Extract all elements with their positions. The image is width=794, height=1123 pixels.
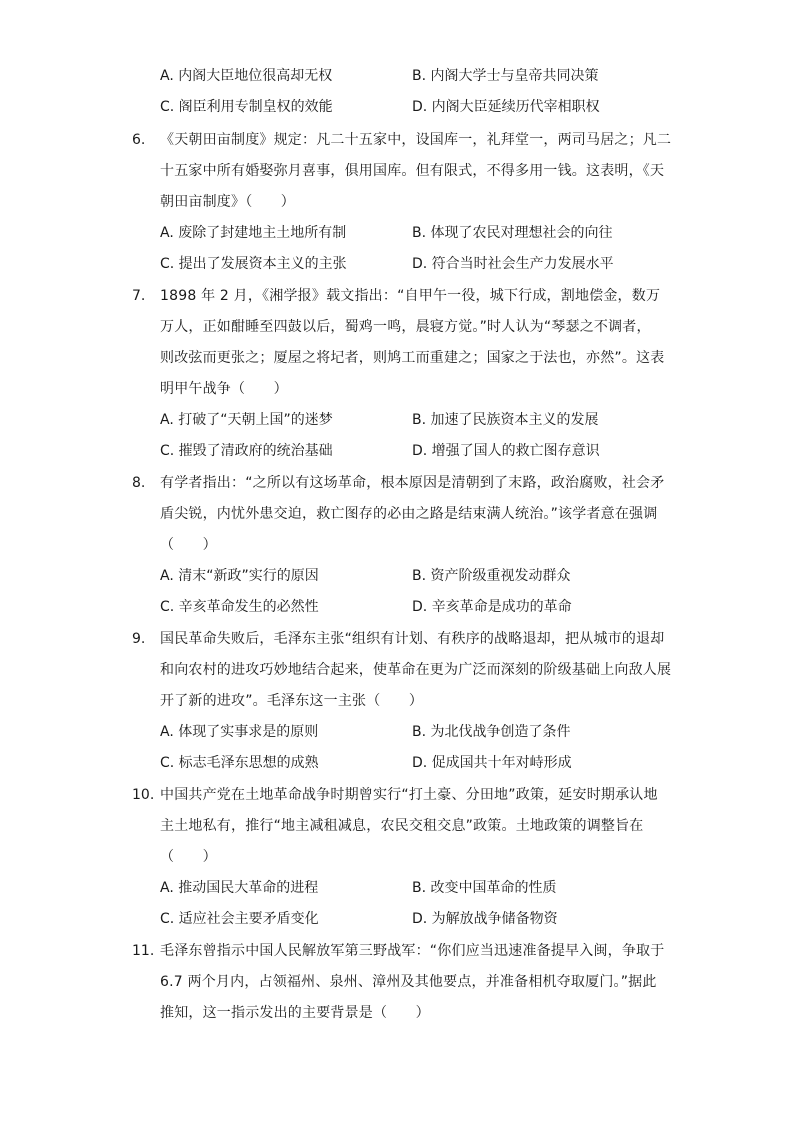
q10-number: 10. (132, 787, 155, 803)
q11-stem-line-3: 推知，这一指示发出的主要背景是（ ） (160, 1005, 430, 1021)
q10-option-a[interactable]: A. 推动国民大革命的进程 (160, 880, 319, 896)
q7-option-c[interactable]: C. 摧毁了清政府的统治基础 (160, 443, 333, 459)
q8-stem-line-2: 盾尖锐，内忧外患交迫，救亡图存的必由之路是结束满人统治。”该学者意在强调 (160, 506, 658, 522)
q10-options-row-2 (160, 905, 680, 933)
q7-option-b[interactable]: B. 加速了民族资本主义的发展 (412, 412, 599, 428)
q8-options-row-2 (160, 593, 680, 621)
q8-option-a[interactable]: A. 清末“新政”实行的原因 (160, 568, 319, 584)
q7-stem-line-3: 则改弦而更张之；厦屋之将圮者，则鸠工而重建之；国家之于法也，亦然”。这表 (160, 350, 665, 366)
q6-option-c[interactable]: C. 提出了发展资本主义的主张 (160, 256, 347, 272)
q8-options-row-1 (160, 562, 680, 590)
q10-options-row-1 (160, 874, 680, 902)
q9-stem-line-3: 开了新的进攻”。毛泽东这一主张（ ） (160, 693, 424, 709)
q7-option-a[interactable]: A. 打破了“天朝上国”的迷梦 (160, 412, 333, 428)
q8-option-c[interactable]: C. 辛亥革命发生的必然性 (160, 599, 319, 615)
q9-number: 9. (132, 631, 146, 647)
q6-options-row-1 (160, 219, 680, 247)
q8-stem-line-3: （ ） (160, 537, 217, 553)
q5-options-row-2 (160, 93, 680, 121)
q7-number: 7. (132, 288, 146, 304)
q8-option-b[interactable]: B. 资产阶级重视发动群众 (412, 568, 571, 584)
q7-options-row-2 (160, 437, 680, 465)
q6-option-b[interactable]: B. 体现了农民对理想社会的向往 (412, 225, 613, 241)
q9-option-b[interactable]: B. 为北伐战争创造了条件 (412, 724, 571, 740)
q8-number: 8. (132, 475, 146, 491)
q6-number: 6. (132, 132, 146, 148)
q5-option-a[interactable]: A. 内阁大臣地位很高却无权 (160, 68, 333, 84)
q5-option-d[interactable]: D. 内阁大臣延续历代宰相职权 (412, 99, 600, 115)
q5-option-b[interactable]: B. 内阁大学士与皇帝共同决策 (412, 68, 599, 84)
q5-option-c[interactable]: C. 阁臣利用专制皇权的效能 (160, 99, 333, 115)
q11-stem-line-1: 毛泽东曾指示中国人民解放军第三野战军：“你们应当迅速准备提早入闽，争取于 (160, 943, 665, 959)
q6-stem-line-2: 十五家中所有婚娶弥月喜事，俱用国库。但有限式，不得多用一钱。这表明，《天 (160, 163, 665, 179)
q7-options-row-1 (160, 406, 680, 434)
q9-stem-line-1: 国民革命失败后，毛泽东主张“组织有计划、有秩序的战略退却，把从城市的退却 (160, 631, 665, 647)
q11-number: 11. (132, 943, 155, 959)
q6-option-a[interactable]: A. 废除了封建地主土地所有制 (160, 225, 347, 241)
q9-option-d[interactable]: D. 促成国共十年对峙形成 (412, 755, 572, 771)
q7-stem-line-2: 万人，正如酣睡至四鼓以后，蜀鸡一鸣，晨寝方觉。”时人认为“琴瑟之不调者， (160, 319, 651, 335)
q7-option-d[interactable]: D. 增强了国人的救亡图存意识 (412, 443, 600, 459)
q6-stem-line-3: 朝田亩制度》（ ） (160, 194, 295, 210)
q10-option-d[interactable]: D. 为解放战争储备物资 (412, 911, 558, 927)
q9-options-row-2 (160, 749, 680, 777)
q9-options-row-1 (160, 718, 680, 746)
q8-stem-line-1: 有学者指出：“之所以有这场革命，根本原因是清朝到了末路，政治腐败，社会矛 (160, 475, 665, 491)
q9-stem-line-2: 和向农村的进攻巧妙地结合起来，使革命在更为广泛而深刻的阶级基础上向敌人展 (160, 662, 672, 678)
q10-stem-line-3: （ ） (160, 849, 217, 865)
q6-options-row-2 (160, 250, 680, 278)
q6-stem-line-1: 《天朝田亩制度》规定：凡二十五家中，设国库一，礼拜堂一，两司马居之；凡二 (160, 132, 672, 148)
q10-stem-line-2: 主土地私有，推行“地主减租减息，农民交租交息”政策。土地政策的调整旨在 (160, 818, 644, 834)
q8-option-d[interactable]: D. 辛亥革命是成功的革命 (412, 599, 572, 615)
q9-option-c[interactable]: C. 标志毛泽东思想的成熟 (160, 755, 319, 771)
q7-stem-line-1: 1898 年 2 月，《湘学报》载文指出：“自甲午一役，城下行成，割地偿金，数万 (160, 288, 661, 304)
q11-stem-line-2: 6.7 两个月内，占领福州、泉州、漳州及其他要点，并准备相机夺取厦门。”据此 (160, 974, 657, 990)
q5-options-row-1 (160, 62, 680, 90)
q7-stem-line-4: 明甲午战争（ ） (160, 381, 288, 397)
q10-option-c[interactable]: C. 适应社会主要矛盾变化 (160, 911, 319, 927)
q10-option-b[interactable]: B. 改变中国革命的性质 (412, 880, 557, 896)
q6-option-d[interactable]: D. 符合当时社会生产力发展水平 (412, 256, 614, 272)
q9-option-a[interactable]: A. 体现了实事求是的原则 (160, 724, 319, 740)
q10-stem-line-1: 中国共产党在土地革命战争时期曾实行“打土豪、分田地”政策，延安时期承认地 (160, 787, 658, 803)
